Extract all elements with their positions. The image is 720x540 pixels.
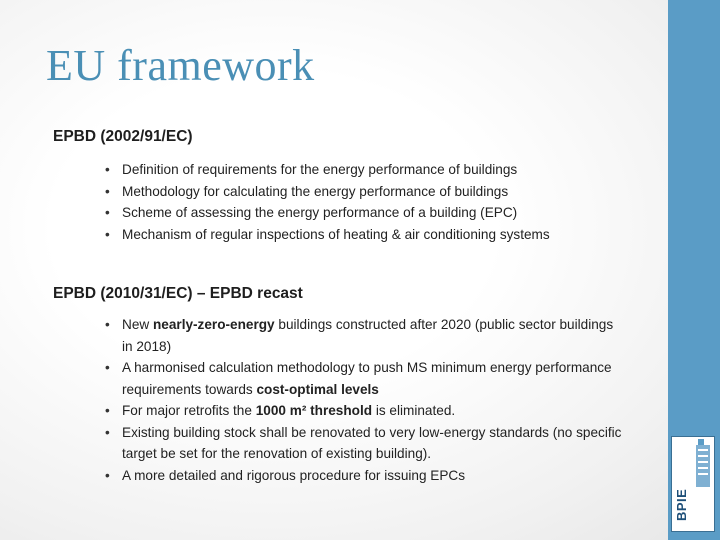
slide-title: EU framework: [46, 41, 315, 90]
list-item: • Definition of requirements for the energy performance of buildings: [105, 159, 665, 181]
epbd-recast-bullet-list: [105, 314, 625, 486]
list-item: • Methodology for calculating the energy performance of buildings: [105, 181, 665, 203]
side-accent-bar: [668, 0, 720, 540]
list-item: • For major retrofits the 1000 m² threshold is eliminated.: [105, 400, 625, 422]
list-item: • New nearly-zero-energy buildings constructed after 2020 (public sector buildings in 2018): [105, 314, 625, 357]
section-heading-epbd-2002: EPBD (2002/91/EC): [53, 128, 193, 145]
list-item: • Scheme of assessing the energy performance of a building (EPC): [105, 202, 665, 224]
list-item: • A more detailed and rigorous procedure for issuing EPCs: [105, 465, 625, 487]
list-item: • Existing building stock shall be renovated to very low-energy standards (no specific target be set for the renovation of existing building).: [105, 422, 625, 465]
section-heading-epbd-recast: EPBD (2010/31/EC) – EPBD recast: [53, 285, 303, 302]
building-logo-icon: [694, 439, 712, 487]
epbd-2002-bullet-list: [105, 159, 665, 245]
list-item: • Mechanism of regular inspections of heating & air conditioning systems: [105, 224, 665, 246]
list-item: • A harmonised calculation methodology to push MS minimum energy performance requirements towards cost-optimal levels: [105, 357, 625, 400]
bpie-logo-text: BPIE: [674, 488, 689, 521]
bpie-logo: [671, 436, 715, 532]
